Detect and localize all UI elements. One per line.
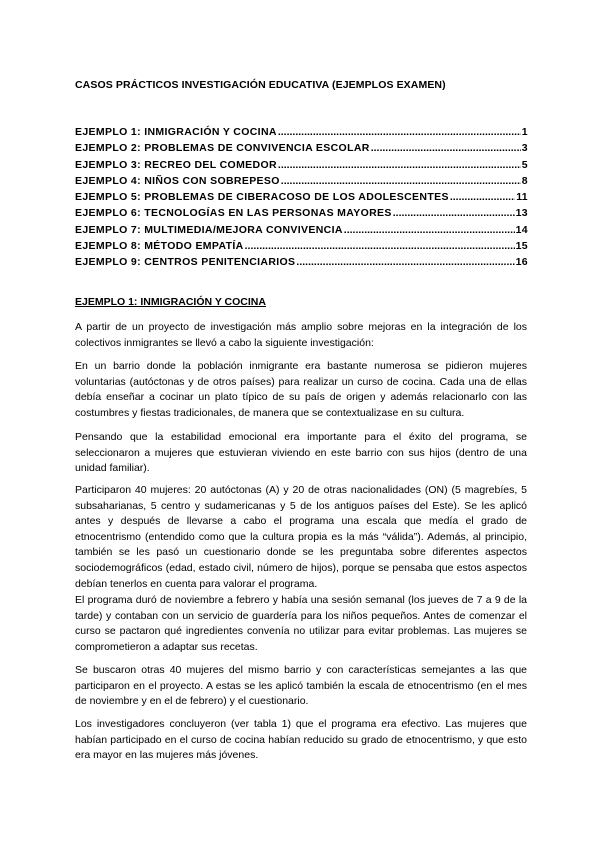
toc-entry[interactable]: [75, 159, 528, 175]
toc-entry-page: 11: [516, 191, 528, 204]
toc-entry-page: 15: [515, 240, 528, 253]
toc-leader-dots: [245, 240, 515, 252]
toc-leader-dots: [344, 224, 515, 236]
toc-entry[interactable]: [75, 207, 528, 223]
table-of-contents: [75, 126, 528, 273]
toc-entry-page: 8: [521, 174, 528, 187]
paragraph: El programa duró de noviembre a febrero y había una sesión semanal (los jueves de 7 a 9 de la tarde) y contaban con un servicio de guardería para los niños pequeños. Antes de comenzar el curso se pactaron qué ingredientes convenía no utilizar para evitar problemas. Las mujeres se comprometieron a adaptar sus recetas.: [75, 594, 527, 653]
toc-leader-dots: [278, 126, 521, 138]
toc-entry[interactable]: [75, 191, 528, 207]
toc-entry[interactable]: [75, 126, 528, 142]
toc-entry-label: EJEMPLO 3: RECREO DEL COMEDOR: [75, 158, 277, 171]
toc-entry-label: EJEMPLO 9: CENTROS PENITENCIARIOS: [75, 256, 296, 269]
toc-entry-label: EJEMPLO 1: INMIGRACIÓN Y COCINA: [75, 126, 277, 138]
paragraph: Los investigadores concluyeron (ver tabla 1) que el programa era efectivo. Las mujeres que habían participado en el curso de cocina habían reducido su grado de etnocentrismo, y que esto era mayor en las mujeres más jóvenes.: [75, 718, 527, 762]
toc-leader-dots: [296, 256, 514, 268]
toc-entry-label: EJEMPLO 8: MÉTODO EMPATÍA: [75, 240, 244, 253]
toc-leader-dots: [371, 142, 521, 154]
toc-entry-page: 5: [521, 158, 528, 171]
paragraph: En un barrio donde la población inmigrante era bastante numerosa se pidieron mujeres voluntarias (autóctonas y de otros países) para realizar un curso de cocina. Cada una de ellas debía enseñar a cocinar un plato típico de su país de origen y además relacionarlo con las costumbres y fiestas tradicionales, de manera que se contextualizase en su cultura.: [75, 360, 527, 419]
toc-entry-label: EJEMPLO 7: MULTIMEDIA/MEJORA CONVIVENCIA: [75, 223, 343, 236]
toc-entry[interactable]: [75, 240, 528, 256]
paragraph: Pensando que la estabilidad emocional era importante para el éxito del programa, se seleccionaron a mujeres que estuvieran viviendo en este barrio con sus hijos (dentro de una unidad familiar).: [75, 431, 527, 475]
toc-entry[interactable]: [75, 175, 528, 191]
toc-entry-page: 13: [515, 207, 528, 220]
paragraph: Participaron 40 mujeres: 20 autóctonas (A) y 20 de otras nacionalidades (ON) (5 magrebíes, 5 subsaharianas, 5 centro y sudamericanas y 5 de los antiguos países del Este). Se les aplicó antes y después de llevarse a cabo el programa una escala que medía el grado de etnocentrismo (entendido como que la cultura propia es la más “válida”). Además, al principio, también se les pasó un cuestionario donde se les preguntaba sobre diferentes aspectos sociodemográficos (edad, estado civil, número de hijos), porque se pensaba que estos aspectos debían tenerlos en cuenta para valorar el programa.: [75, 484, 527, 590]
section-heading: EJEMPLO 1: INMIGRACIÓN Y COCINA: [75, 296, 266, 308]
toc-entry[interactable]: [75, 256, 528, 272]
toc-leader-dots: [278, 159, 521, 171]
paragraph: Se buscaron otras 40 mujeres del mismo barrio y con características semejantes a las que participaron en el proyecto. A estas se les aplicó también la escala de etnocentrismo (en el mes de noviembre y en el de febrero) y el cuestionario.: [75, 664, 527, 708]
toc-entry[interactable]: [75, 224, 528, 240]
toc-entry-label: EJEMPLO 6: TECNOLOGÍAS EN LAS PERSONAS MAYORES: [75, 207, 392, 220]
toc-entry-label: EJEMPLO 4: NIÑOS CON SOBREPESO: [75, 174, 280, 187]
toc-leader-dots: [393, 207, 515, 219]
document-title: CASOS PRÁCTICOS INVESTIGACIÓN EDUCATIVA (EJEMPLOS EXAMEN): [75, 79, 446, 91]
toc-entry-page: 16: [515, 256, 528, 269]
toc-entry-label: EJEMPLO 2: PROBLEMAS DE CONVIVENCIA ESCOLAR: [75, 142, 370, 155]
toc-entry-page: 1: [521, 126, 528, 138]
toc-entry[interactable]: [75, 142, 528, 158]
toc-entry-page: 14: [515, 223, 528, 236]
toc-entry-label: EJEMPLO 5: PROBLEMAS DE CIBERACOSO DE LOS ADOLESCENTES: [75, 191, 449, 204]
toc-leader-dots: [450, 191, 515, 203]
toc-entry-page: 3: [521, 142, 528, 155]
toc-leader-dots: [281, 175, 521, 187]
paragraph: A partir de un proyecto de investigación más amplio sobre mejoras en la integración de los colectivos inmigrantes se llevó a cabo la siguiente investigación:: [75, 321, 527, 349]
